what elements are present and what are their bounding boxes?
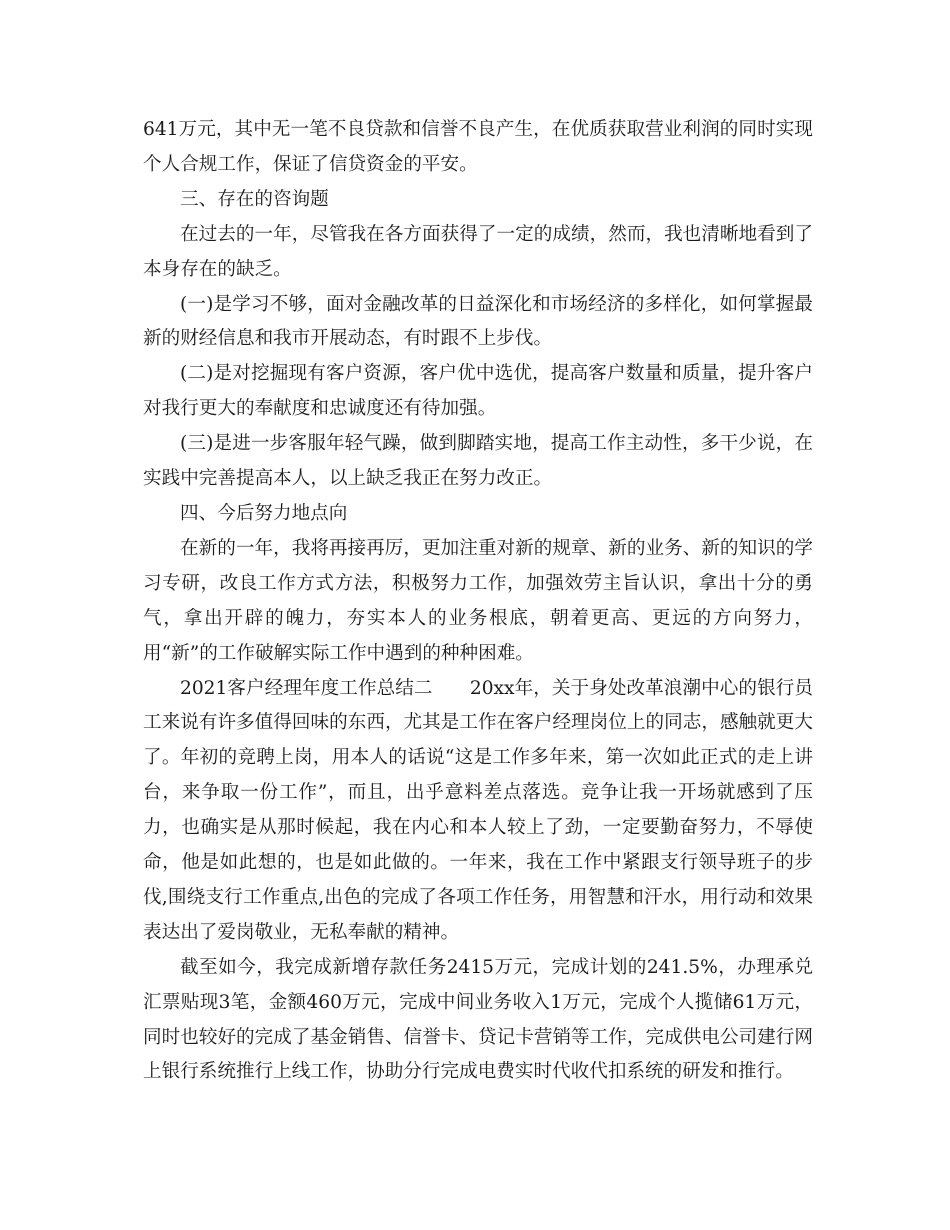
section-heading-direction: 四、今后努力地点向 <box>180 502 348 524</box>
paragraph-problem-1: (一)是学习不够，面对金融改革的日益深化和市场经济的多样化，如何掌握最新的财经信息和我市开展动态，有时跟不上步伐。 <box>143 293 813 350</box>
paragraph-problems-intro: 在过去的一年，尽管我在各方面获得了一定的成绩，然而，我也清晰地看到了本身存在的缺乏。 <box>143 223 813 280</box>
document-page <box>143 113 813 1090</box>
paragraph-summary-two: 2021客户经理年度工作总结二 20xx年，关于身处改革浪潮中心的银行员工来说有许多值得回味的东西，尤其是工作在客户经理岗位上的同志，感触就更大了。年初的竞聘上岗，用本人的话说“这是工作多年来，第一次如此正式的走上讲台，来争取一份工作”，而且，出乎意料差点落选。竞争让我一开场就感到了压力，也确实是从那时候起，我在内心和本人较上了劲，一定要勤奋努力，不辱使命，他是如此想的，也是如此做的。一年来，我在工作中紧跟支行领导班子的步伐,围绕支行工作重点,出色的完成了各项工作任务，用智慧和汗水，用行动和效果表达出了爱岗敬业，无私奉献的精神。 <box>143 677 813 943</box>
paragraph-direction: 在新的一年，我将再接再厉，更加注重对新的规章、新的业务、新的知识的学习专研，改良工作方式方法，积极努力工作，加强效劳主旨认识，拿出十分的勇气，拿出开辟的魄力，夯实本人的业务根底，朝着更高、更远的方向努力，用“新”的工作破解实际工作中遇到的种种困难。 <box>143 537 813 664</box>
section-heading-problems: 三、存在的咨询题 <box>180 188 329 210</box>
paragraph-continuation: 641万元，其中无一笔不良贷款和信誉不良产生，在优质获取营业利润的同时实现个人合规工作，保证了信贷资金的平安。 <box>143 119 813 175</box>
paragraph-problem-3: (三)是进一步客服年轻气躁，做到脚踏实地，提高工作主动性，多干少说，在实践中完善提高本人，以上缺乏我正在努力改正。 <box>143 433 813 490</box>
paragraph-problem-2: (二)是对挖掘现有客户资源，客户优中选优，提高客户数量和质量，提升客户对我行更大的奉献度和忠诚度还有待加强。 <box>143 363 813 420</box>
paragraph-achievements: 截至如今，我完成新增存款任务2415万元，完成计划的241.5%，办理承兑汇票贴现3笔，金额460万元，完成中间业务收入1万元，完成个人揽储61万元，同时也较好的完成了基金销售、信誉卡、贷记卡营销等工作，完成供电公司建行网上银行系统推行上线工作，协助分行完成电费实时代收代扣系统的研发和推行。 <box>143 956 813 1083</box>
